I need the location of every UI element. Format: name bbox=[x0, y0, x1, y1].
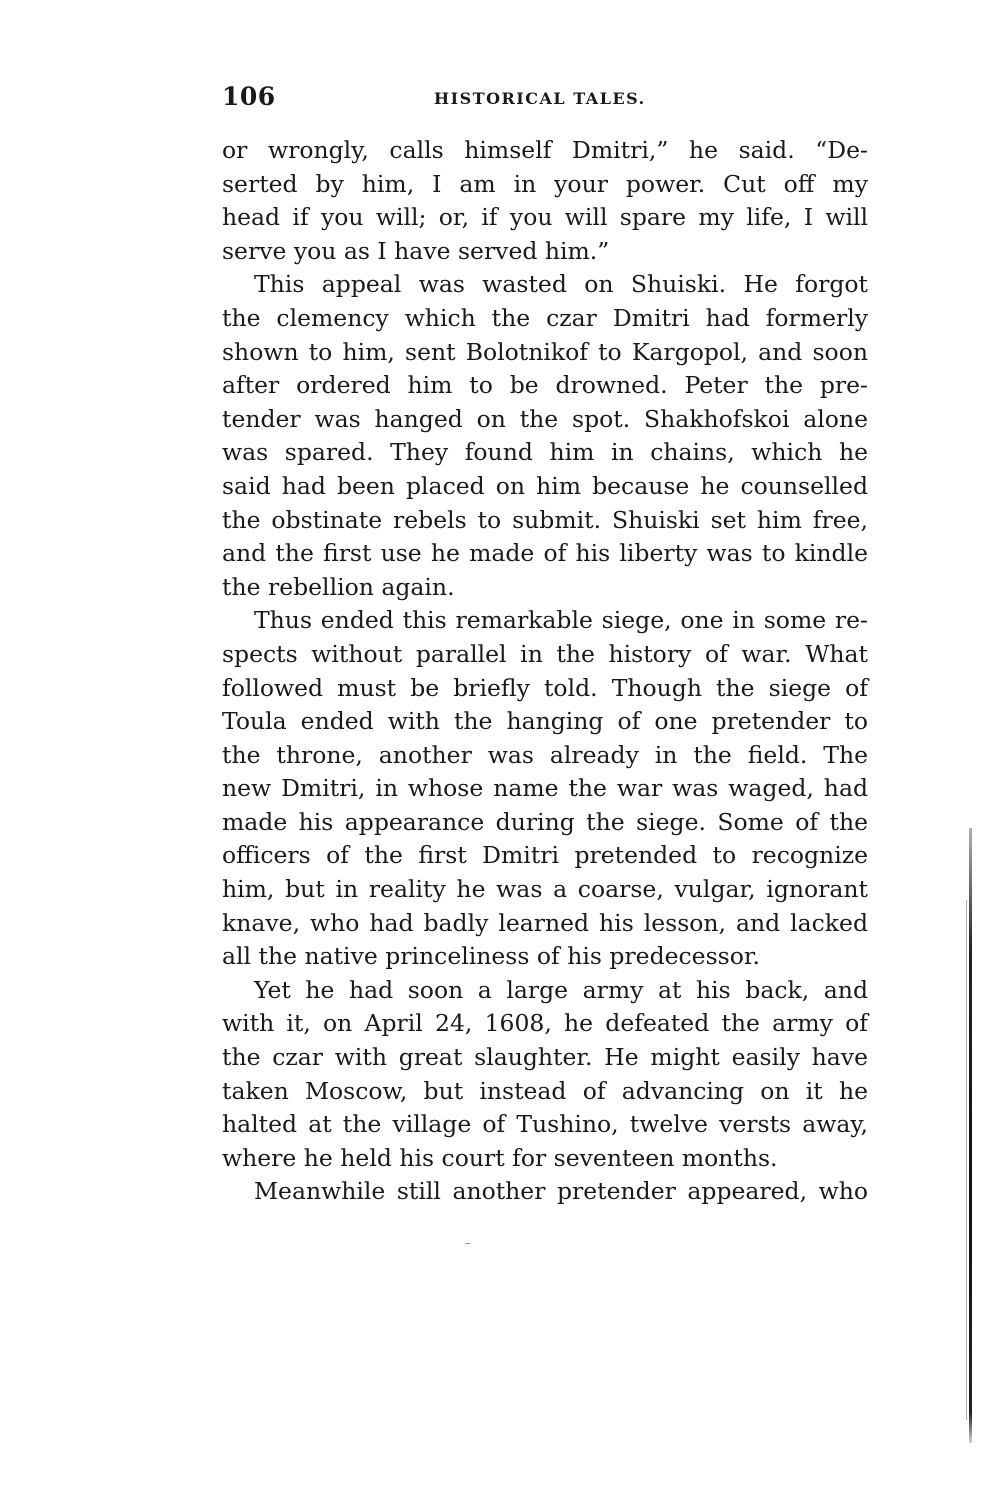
text-line: the clemency which the czar Dmitri had formerly bbox=[222, 303, 868, 332]
text-line: Thus ended this remarkable siege, one in some re- bbox=[254, 606, 868, 635]
text-line: taken Moscow, but instead of advancing on it he bbox=[222, 1076, 868, 1105]
paragraph bbox=[222, 974, 868, 1176]
running-title: HISTORICAL TALES. bbox=[434, 89, 646, 108]
text-line: where he held his court for seventeen months. bbox=[222, 1143, 778, 1172]
text-line: shown to him, sent Bolotnikof to Kargopol, and soon bbox=[222, 337, 868, 366]
text-line: the czar with great slaughter. He might easily have bbox=[222, 1043, 868, 1072]
text-line: Yet he had soon a large army at his back, and bbox=[254, 975, 868, 1004]
text-line: serted by him, I am in your power. Cut off my bbox=[222, 169, 868, 198]
text-line: head if you will; or, if you will spare my life, I will bbox=[222, 203, 868, 232]
text-line: the rebellion again. bbox=[222, 572, 455, 601]
text-line: the obstinate rebels to submit. Shuiski set him free, bbox=[222, 505, 868, 534]
text-line: spects without parallel in the history of war. What bbox=[222, 639, 868, 668]
scan-speck bbox=[465, 1243, 470, 1244]
page-number: 106 bbox=[222, 82, 276, 111]
text-line: halted at the village of Tushino, twelve versts away, bbox=[222, 1110, 868, 1139]
text-line: new Dmitri, in whose name the war was waged, had bbox=[222, 774, 868, 803]
text-line: officers of the first Dmitri pretended to recognize bbox=[222, 841, 868, 870]
text-line: serve you as I have served him.” bbox=[222, 236, 610, 265]
page-edge-shadow-thin bbox=[966, 900, 967, 1420]
text-line: with it, on April 24, 1608, he defeated the army of bbox=[222, 1009, 868, 1038]
text-line: followed must be briefly told. Though the siege of bbox=[222, 673, 868, 702]
body-text bbox=[222, 134, 868, 1209]
text-line: tender was hanged on the spot. Shakhofskoi alone bbox=[222, 404, 868, 433]
paragraph bbox=[222, 1175, 868, 1209]
paragraph bbox=[222, 134, 868, 268]
text-line: was spared. They found him in chains, which he bbox=[222, 438, 868, 467]
text-line: him, but in reality he was a coarse, vulgar, ignorant bbox=[222, 875, 868, 904]
text-line: or wrongly, calls himself Dmitri,” he said. “De- bbox=[222, 136, 868, 164]
text-line: Toula ended with the hanging of one pretender to bbox=[222, 707, 868, 736]
page-edge-shadow bbox=[969, 828, 972, 1443]
text-line: the throne, another was already in the field. The bbox=[222, 740, 868, 769]
paragraph bbox=[222, 604, 868, 974]
text-line: said had been placed on him because he counselled bbox=[222, 471, 868, 500]
text-line: after ordered him to be drowned. Peter the pre- bbox=[222, 371, 868, 400]
text-line: and the first use he made of his liberty was to kindle bbox=[222, 539, 868, 568]
running-head bbox=[222, 82, 868, 118]
text-line: This appeal was wasted on Shuiski. He forgot bbox=[254, 270, 868, 299]
text-line: all the native princeliness of his predecessor. bbox=[222, 942, 760, 971]
text-line: made his appearance during the siege. Some of the bbox=[222, 807, 868, 836]
text-line: Meanwhile still another pretender appeared, who bbox=[254, 1177, 868, 1206]
paragraph bbox=[222, 268, 868, 604]
text-line: knave, who had badly learned his lesson, and lacked bbox=[222, 908, 868, 937]
